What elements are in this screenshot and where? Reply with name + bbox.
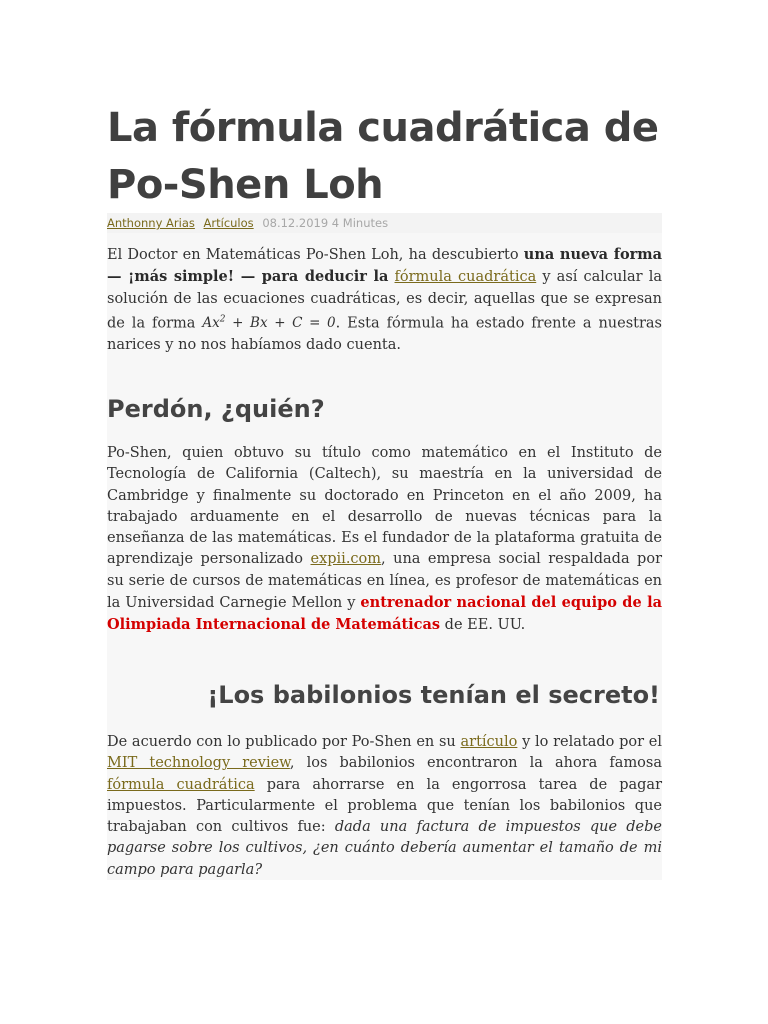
olympiad-highlight: entrenador nacional del equipo de la Olimpiada Internacional de Matemáticas (107, 594, 662, 634)
babylon-paragraph (107, 732, 662, 881)
bio-text-1: Po-Shen, quien obtuvo su título como matemático en el Instituto de Tecnología de California (Caltech), su maestría en la universidad de Cambridge y finalmente su doctorado en Princeton en el año 2009, ha trabajado arduamente en el desarrollo de nuevas técnicas para la enseñanza de las matemáticas. Es el fundador de la plataforma gratuita de aprendizaje personalizado (107, 445, 662, 568)
category-link[interactable]: Artículos (203, 216, 254, 230)
quadratic-formula-link-2[interactable]: fórmula cuadrática (107, 776, 255, 793)
quadratic-equation (202, 315, 335, 331)
formula-rest: + Bx + C = 0 (225, 315, 336, 332)
babylon-italic-question: dada una factura de impuestos que debe pagarse sobre los cultivos, ¿en cuánto debería aumentar el tamaño de mi campo para pagarla? (107, 819, 662, 878)
expii-link[interactable]: expii.com (310, 551, 382, 568)
bio-text-2: , una empresa social respaldada por su serie de cursos de matemáticas en línea, es profesor de matemáticas en la Universidad Carnegie Mellon y (107, 551, 662, 612)
author-link[interactable]: Anthonny Arias (107, 216, 195, 230)
intro-bold-text: una nueva forma — ¡más simple! — para deducir la (107, 246, 662, 286)
intro-text-2: y así calcular la solución de las ecuaciones cuadráticas, es decir, aquellas que se expresan de la forma (107, 269, 662, 332)
babylon-text-4: para ahorrarse en la engorrosa tarea de pagar impuestos. Particularmente el problema que tenían los babilonios que trabajaban con cultivos fue: (107, 776, 663, 836)
formula-exponent: 2 (219, 314, 226, 325)
bio-text-3: de EE. UU. (440, 617, 526, 634)
babylon-text-1: De acuerdo con lo publicado por Po-Shen en su (107, 734, 461, 750)
bio-paragraph (107, 443, 662, 637)
babylon-text-3: , los babilonios encontraron la ahora famosa (289, 755, 663, 772)
intro-paragraph (107, 244, 662, 356)
section-heading-babilonios: ¡Los babilonios tenían el secreto! (207, 681, 660, 709)
articulo-link[interactable]: artículo (460, 734, 518, 750)
quadratic-formula-link[interactable]: fórmula cuadrática (394, 269, 537, 286)
intro-text-3: . Esta fórmula ha estado frente a nuestras narices y no nos habíamos dado cuenta. (107, 315, 662, 353)
section-heading-perdon: Perdón, ¿quién? (107, 395, 325, 423)
intro-text-1: El Doctor en Matemáticas Po-Shen Loh, ha descubierto (107, 247, 524, 263)
post-meta (107, 213, 662, 233)
mit-review-link[interactable]: MIT technology review (107, 755, 290, 772)
formula-term-a: Ax (202, 315, 220, 332)
babylon-text-2: y lo relatado por el (517, 734, 662, 750)
article-body (107, 233, 662, 880)
page-title: La fórmula cuadrática de Po-Shen Loh (107, 105, 659, 208)
post-date-readtime: 08.12.2019 4 Minutes (262, 216, 389, 230)
